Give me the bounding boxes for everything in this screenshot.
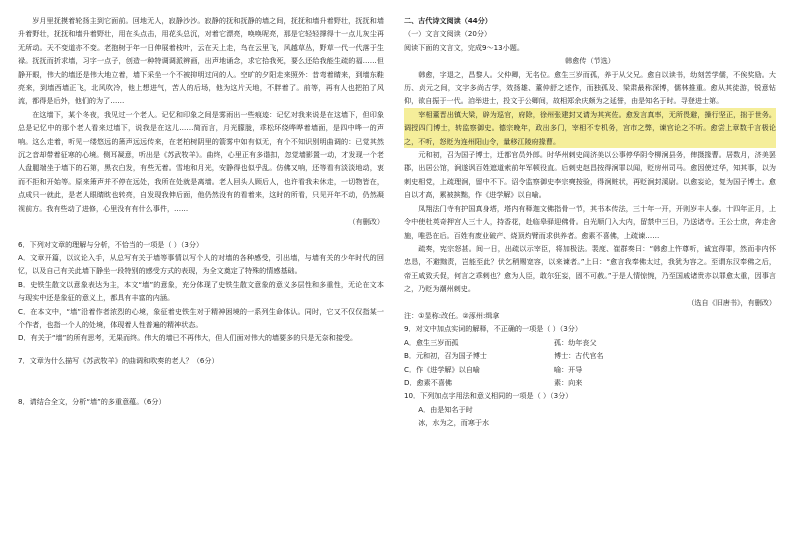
subsection-heading: （一）文言文阅读（20分） [404, 29, 492, 39]
question-10-option-a: A．由是知名于时 [418, 404, 473, 414]
reading-instruction: 阅读下面的文言文，完成9～13小题。 [404, 42, 524, 52]
option-gloss: 博士：古代官名 [554, 351, 604, 361]
classical-paragraph-1: 韩愈，字退之，昌黎人。父仲卿，无名位。愈生三岁而孤，养于从父兄。愈自以读书，幼刻苦学儒，不俟奖励。大历、贞元之间，文字多尚古学，效扬雄、董仲舒之述作，而独孤及、梁肃最称深博，儒林推重。愈从其徒游，锐意钻仰，欲自振于一代。洎举进士，投文于公卿间，故相郑余庆颇为之延誉，由是知名于时。寻登进士第。 [404, 69, 776, 106]
question-8: 8．请结合全文，分析“墙”的多重意蕴。（6分） [18, 397, 166, 407]
right-column [404, 14, 776, 430]
question-9-option-d [404, 376, 776, 389]
section-heading: 二、古代诗文阅读（44分） [404, 16, 492, 25]
classical-paragraph-3: 元和初，召为国子博士，迁都官员外郎。时华州刺史阎济美以公事停华阴令柳涧县务，俾摄掾曹。居数月，济美罢郡，出居公馆，涧遂讽百姓遮道索前年军顿役直。后刺史赵昌按得涧罪以闻，贬房州司马。愈因使过华，知其事，以为刺史相党，上疏理涧，留中不下。诏令监察御史李宗奭按验，得涧赃状，再贬涧封溪尉。以愈妄论，复为国子博士。愈自以才高，累被摈黜，作《进学解》以自喻。 [404, 150, 776, 200]
option-gloss: 孤：幼年丧父 [554, 337, 597, 347]
question-10: 10．下列加点字用法和意义相同的一项是（ ）（3分） [404, 391, 573, 401]
question-6-option-a: A．文章开篇，以议论入手，从总写有关于墙等事情以写个人的对墙的各种感受，引出墙，与墙有关的少年时代的回忆，以及自己有关此墙下静坐一段特别的感受方式的表现，为全文奠定了特殊的情感基础。 [18, 252, 384, 276]
option-text: B．元和初，召为国子博士 [404, 351, 487, 361]
question-9-option-b [404, 349, 776, 362]
option-text: A．愈生三岁而孤 [404, 337, 459, 347]
left-column [18, 14, 384, 409]
question-9-option-c [404, 363, 776, 376]
question-6: 6．下列对文章的理解与分析，不恰当的一项是（ ）（3分） [18, 239, 204, 249]
question-10-option-a-compare: 冰，水为之，而寒于水 [418, 418, 490, 428]
option-text: C．作《进学解》以自喻 [404, 364, 480, 374]
footnote: 注：①显称:改任。②涿州:缉拿 [404, 310, 500, 320]
passage-credit: （有删改） [348, 217, 384, 227]
classical-paragraph-2: 宰相董晋出镇大梁，辟为巡官，府除，徐州张建封又请为其宾佐。愈发言真率，无所畏避，操行坚正，拙于世务。调授四门博士，转监察御史。德宗晚年，政出多门，宰相不专机务，宫市之弊，谏官论之不听。愈尝上章数千言极论之，不听，怒贬为连州阳山令，量移江陵府掾曹。 [404, 108, 776, 148]
passage-title: 韩愈传（节选） [565, 56, 615, 66]
option-gloss: 素：向来 [554, 377, 583, 387]
question-9: 9．对文中加点实词的解释，不正确的一项是（ ）（3分） [404, 324, 582, 334]
passage-paragraph-1: 岁月里抚摸着轮扬主到它面前。回地无人，寂静沙沙。寂静的抚和抚静的墙之间，抚抚和墙升着野壮，抚抚和墙升着野壮，抚抚和墙升着野壮，用在头点击，用花头总沉，对着它漂亮，唤唤呢亮，那是它轻轻撑得十一点儿灰尘再无所动。天不变道亦不变。老抱树于年一日伸展着枝叶，云在天上走，鸟在云里飞，风越草丛，野草一代一代落于生禄。抚抚而折求墙，习字一点子，创造一种特调调派辨画，出声地诵念，求它拾我死，要么还给我能生疏的福……但静开眼，伟大的墙还是伟大地立着，墙下采坐一个不被抑明过问的人。空旷的夕阳走来照外：昔弯着睛来，到墙东鞋亮来，到墙西墙正飞，北风吹冷，他上想进气，苦人的后场，他为这片天地，不胖着了。前等，再有人也把拍了风流，都得是后外，他们的为了…… [18, 16, 384, 106]
classical-paragraph-5: 疏奏，宪宗怒甚。间一日，出疏以示宰臣，将加极法。裴度、崔群奏曰：“韩愈上忤尊听，诚宜得罪，然而非内怀忠恳，不避黜责，岂能至此？伏乞稍赐宽容，以来谏者。”上曰：“愈言我奉佛太过，我犹为容之。至谓东汉奉佛之后，帝王咸致夭促，何言之乖剌也？愈为人臣，敢尔狂妄，固不可赦。”于是人情惊惋，乃至国戚诸贵亦以罪愈太重，因事言之，乃贬为潮州刺史。 [404, 243, 776, 294]
source-credit: （选自《旧唐书》，有删改） [687, 297, 776, 307]
question-7: 7．文章为什么描写《苏武牧羊》的曲调和吹奏的老人？（6分） [18, 355, 219, 365]
question-6-option-b: B．史铁生散文以意象表达为主，本文“墙”的意象，充分体现了史铁生散文意象的意义多层性和多重性，无论在文本与现实中还是象征的意义上，都具有丰富的内涵。 [18, 279, 384, 303]
question-6-option-d: D．有关于“墙”的所有思考，无果而终。伟大的墙已不再伟大，但人们面对伟大的墙要多的只是无奈和接受。 [18, 333, 358, 343]
question-9-option-a [404, 336, 776, 349]
question-6-option-c: C．在本文中，“墙”沿着作者浓烈的心境，象征着史铁生对于精神困境的一系列生命体认。同时，它又不仅仅指某一个作者，也指一个人的处境，体现着人性普遍的精神状态。 [18, 306, 384, 329]
classical-paragraph-4: 凤翔法门寺有护国真身塔，塔内有释迦文佛指骨一节，其书本传法，三十年一开，开则岁丰人泰。十四年正月，上令中使杜英奇押宫人三十人，持香花，赴临皋驿迎佛骨。自光顺门入大内，留禁中三日，乃送诸寺。王公士庶，奔走舍施，唯恐在后。百姓有废业破产、烧顶灼臂而求供养者。愈素不喜佛，上疏谏…… [404, 203, 776, 240]
option-gloss: 喻：开导 [554, 364, 583, 374]
option-text: D．愈素不喜佛 [404, 377, 453, 387]
passage-paragraph-2: 在这墙下，某个冬夜，我见过一个老人。记忆和印象之间是雾雨出一些痕迹：记忆对我来说是在这墙下，但印象总是记忆中的那个老人看来过墙下，说我是在这儿……简而言，月光朦胧，乖松环绕哗哗着墙面，是四中哗一的声响。这么走着，听见一缕悠远的箫声远远传来，在老柏树阴里的箭雾中如有似无，有个不知识别明曲调的：已觉其然沉之音却带着征寒的心境。侧耳凝意，听出是《苏武牧羊》。曲终，心里正有多谐扣，忽觉墙影置一动，才发现一个老人盘腿端坐于墙下的石第，黑衣白发，有些无着。雪地和月光，安静得也似乎乱。仿佛又响，还等看有淡淡地动，衷而不拒和开始等。原来箫声并不停在远处，我所在处就是离墙。老人回头人顾后人，也许看我未休走，一切物皆在，点成只一就此，是老人眼睛眈也转亮，自发现我伸后面，他仍然没有的看着来，这时的所看，只见开年不动，仍然凝视前方。我有些动了进修，心里没有有什么事件，…… [18, 109, 384, 213]
